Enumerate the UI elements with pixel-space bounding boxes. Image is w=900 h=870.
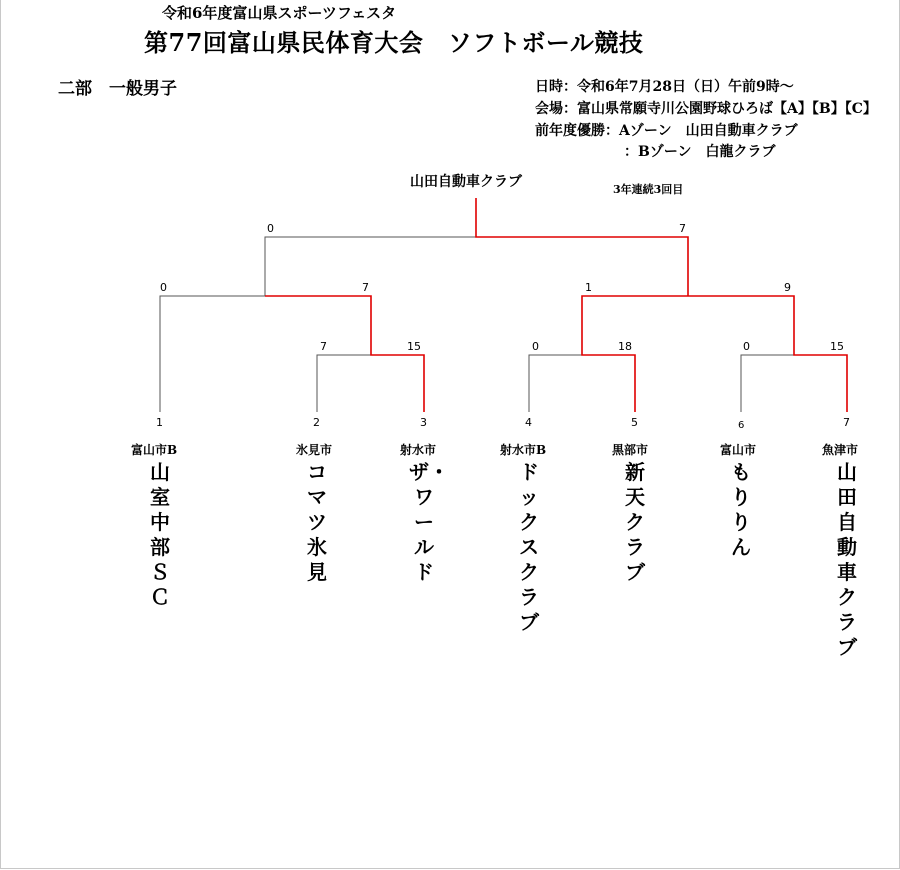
loser-lines [160, 237, 794, 412]
score-r1-6v7-left: 0 [743, 340, 750, 353]
seed-number: 4 [525, 416, 532, 429]
score-r1-2v3-left: 7 [320, 340, 327, 353]
team-city: 射水市 [400, 443, 437, 457]
score-r1-4v5-right: 18 [618, 340, 632, 353]
team-city: 富山市B [131, 443, 178, 457]
winner-lines [265, 198, 847, 412]
line-final-right [476, 198, 688, 296]
line-seed-6 [741, 355, 794, 412]
line-seed-2 [317, 355, 371, 412]
tournament-title: 第77回富山県民体育大会 ソフトボール競技 [144, 28, 644, 57]
team-name: 山室中部ＳＣ [150, 460, 170, 609]
date-info: 日時：令和6年7月28日（日）午前9時～ [535, 79, 794, 95]
team-city: 氷見市 [296, 443, 333, 457]
score-semi-left-left: 0 [160, 281, 167, 294]
line-seed-3 [265, 296, 424, 412]
score-final-right: 7 [679, 222, 686, 235]
seed-number: 2 [313, 416, 320, 429]
score-r1-6v7-right: 15 [830, 340, 844, 353]
score-r1-2v3-right: 15 [407, 340, 421, 353]
line-final-left [265, 237, 476, 296]
score-semi-right-left: 1 [585, 281, 592, 294]
line-seed-1 [160, 296, 265, 412]
team-city: 魚津市 [822, 443, 859, 457]
team-name: もりりん [731, 460, 751, 559]
seed-number: 3 [420, 416, 427, 429]
previous-winner-b: ：Bゾーン 白龍クラブ [624, 144, 776, 160]
team-name: 山田自動車クラブ [837, 460, 857, 659]
event-subtitle: 令和6年度富山県スポーツフェスタ [162, 4, 397, 22]
streak-note: 3年連続3回目 [613, 183, 684, 196]
team-name: ドックスクラブ [519, 460, 539, 634]
team-city: 富山市 [720, 443, 757, 457]
team-name: 新天クラブ [625, 460, 645, 584]
team-name: ザ・ワールド [409, 460, 449, 584]
line-seed-7 [688, 296, 847, 412]
previous-winner-a: 前年度優勝：Aゾーン 山田自動車クラブ [535, 123, 798, 139]
team-name: コマツ氷見 [307, 460, 327, 584]
champion-name: 山田自動車クラブ [410, 174, 522, 190]
line-seed-5 [582, 296, 688, 412]
score-final-left: 0 [267, 222, 274, 235]
venue-info: 会場：富山県常願寺川公園野球ひろば【A】【B】【C】 [535, 101, 877, 117]
score-r1-4v5-left: 0 [532, 340, 539, 353]
team-city: 射水市B [500, 443, 547, 457]
team-city: 黒部市 [612, 443, 649, 457]
seed-number: 6 [738, 420, 745, 431]
seed-number: 7 [843, 416, 850, 429]
score-semi-right-right: 9 [784, 281, 791, 294]
line-seed-4 [529, 355, 582, 412]
seed-number: 5 [631, 416, 638, 429]
seed-number: 1 [156, 416, 163, 429]
division-label: 二部 一般男子 [58, 79, 177, 99]
score-semi-left-right: 7 [362, 281, 369, 294]
